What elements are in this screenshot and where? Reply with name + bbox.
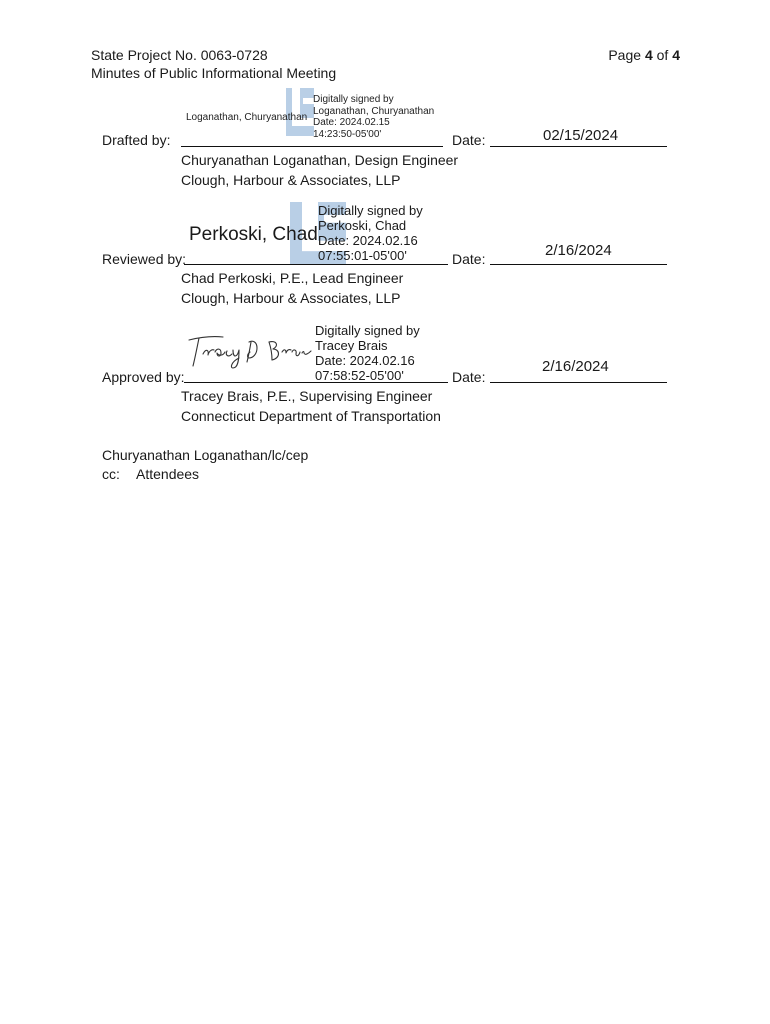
reviewed-date-value: 2/16/2024 (545, 242, 612, 259)
drafted-company: Clough, Harbour & Associates, LLP (181, 172, 401, 188)
cc-recipients: Attendees (136, 466, 200, 482)
document-subtitle: Minutes of Public Informational Meeting (91, 65, 337, 81)
approved-signature-line (184, 382, 448, 383)
approved-company: Connecticut Department of Transportation (181, 408, 441, 424)
drafted-signature-line (181, 146, 443, 147)
drafted-signature-block (313, 94, 434, 140)
drafted-date-line (490, 146, 667, 147)
approved-date-value: 2/16/2024 (542, 358, 609, 375)
drafted-sig-line4: 14:23:50-05'00' (313, 128, 382, 140)
approved-signature-block (315, 323, 420, 383)
approved-sig-line1: Digitally signed by (315, 323, 420, 338)
approved-sig-line4: 07:58:52-05'00' (315, 368, 404, 383)
reviewed-sig-line3: Date: 2024.02.16 (318, 233, 418, 248)
approved-date-label: Date: (452, 369, 486, 385)
page-indicator (608, 47, 680, 63)
drafted-signer-display: Loganathan, Churyanathan (186, 112, 308, 123)
approved-sig-line2: Tracey Brais (315, 338, 388, 353)
reviewed-signer-display: Perkoski, Chad (189, 224, 318, 245)
approved-name-title: Tracey Brais, P.E., Supervising Engineer (181, 388, 433, 404)
drafted-sig-line2: Loganathan, Churyanathan (313, 105, 435, 117)
reviewed-sig-line1: Digitally signed by (318, 203, 423, 218)
drafted-date-value: 02/15/2024 (543, 127, 619, 144)
reviewed-name-title: Chad Perkoski, P.E., Lead Engineer (181, 270, 404, 286)
author-initials: Churyanathan Loganathan/lc/cep (102, 447, 309, 463)
drafted-name-title: Churyanathan Loganathan, Design Engineer (181, 152, 459, 168)
reviewed-signature-line (184, 264, 448, 265)
reviewed-date-label: Date: (452, 251, 486, 267)
handwritten-signature (183, 328, 313, 370)
reviewed-sig-line2: Perkoski, Chad (318, 218, 407, 233)
drafted-date-label: Date: (452, 132, 486, 148)
drafted-label: Drafted by: (102, 132, 171, 148)
page-current: 4 (644, 47, 653, 63)
cc-label: cc: (102, 466, 120, 482)
reviewed-date-line (490, 264, 667, 265)
project-number: State Project No. 0063-0728 (91, 47, 268, 63)
page-prefix: Page (608, 47, 642, 63)
reviewed-signature-block (318, 203, 423, 263)
reviewed-label: Reviewed by: (102, 251, 187, 267)
reviewed-company: Clough, Harbour & Associates, LLP (181, 290, 401, 306)
reviewed-sig-line4: 07:55:01-05'00' (318, 248, 407, 263)
drafted-sig-line1: Digitally signed by (313, 94, 394, 105)
approved-label: Approved by: (102, 369, 185, 385)
approved-sig-line3: Date: 2024.02.16 (315, 353, 415, 368)
approved-date-line (490, 382, 667, 383)
page-of: of (656, 47, 669, 63)
drafted-sig-line3: Date: 2024.02.15 (313, 117, 390, 128)
page-total: 4 (672, 47, 680, 63)
